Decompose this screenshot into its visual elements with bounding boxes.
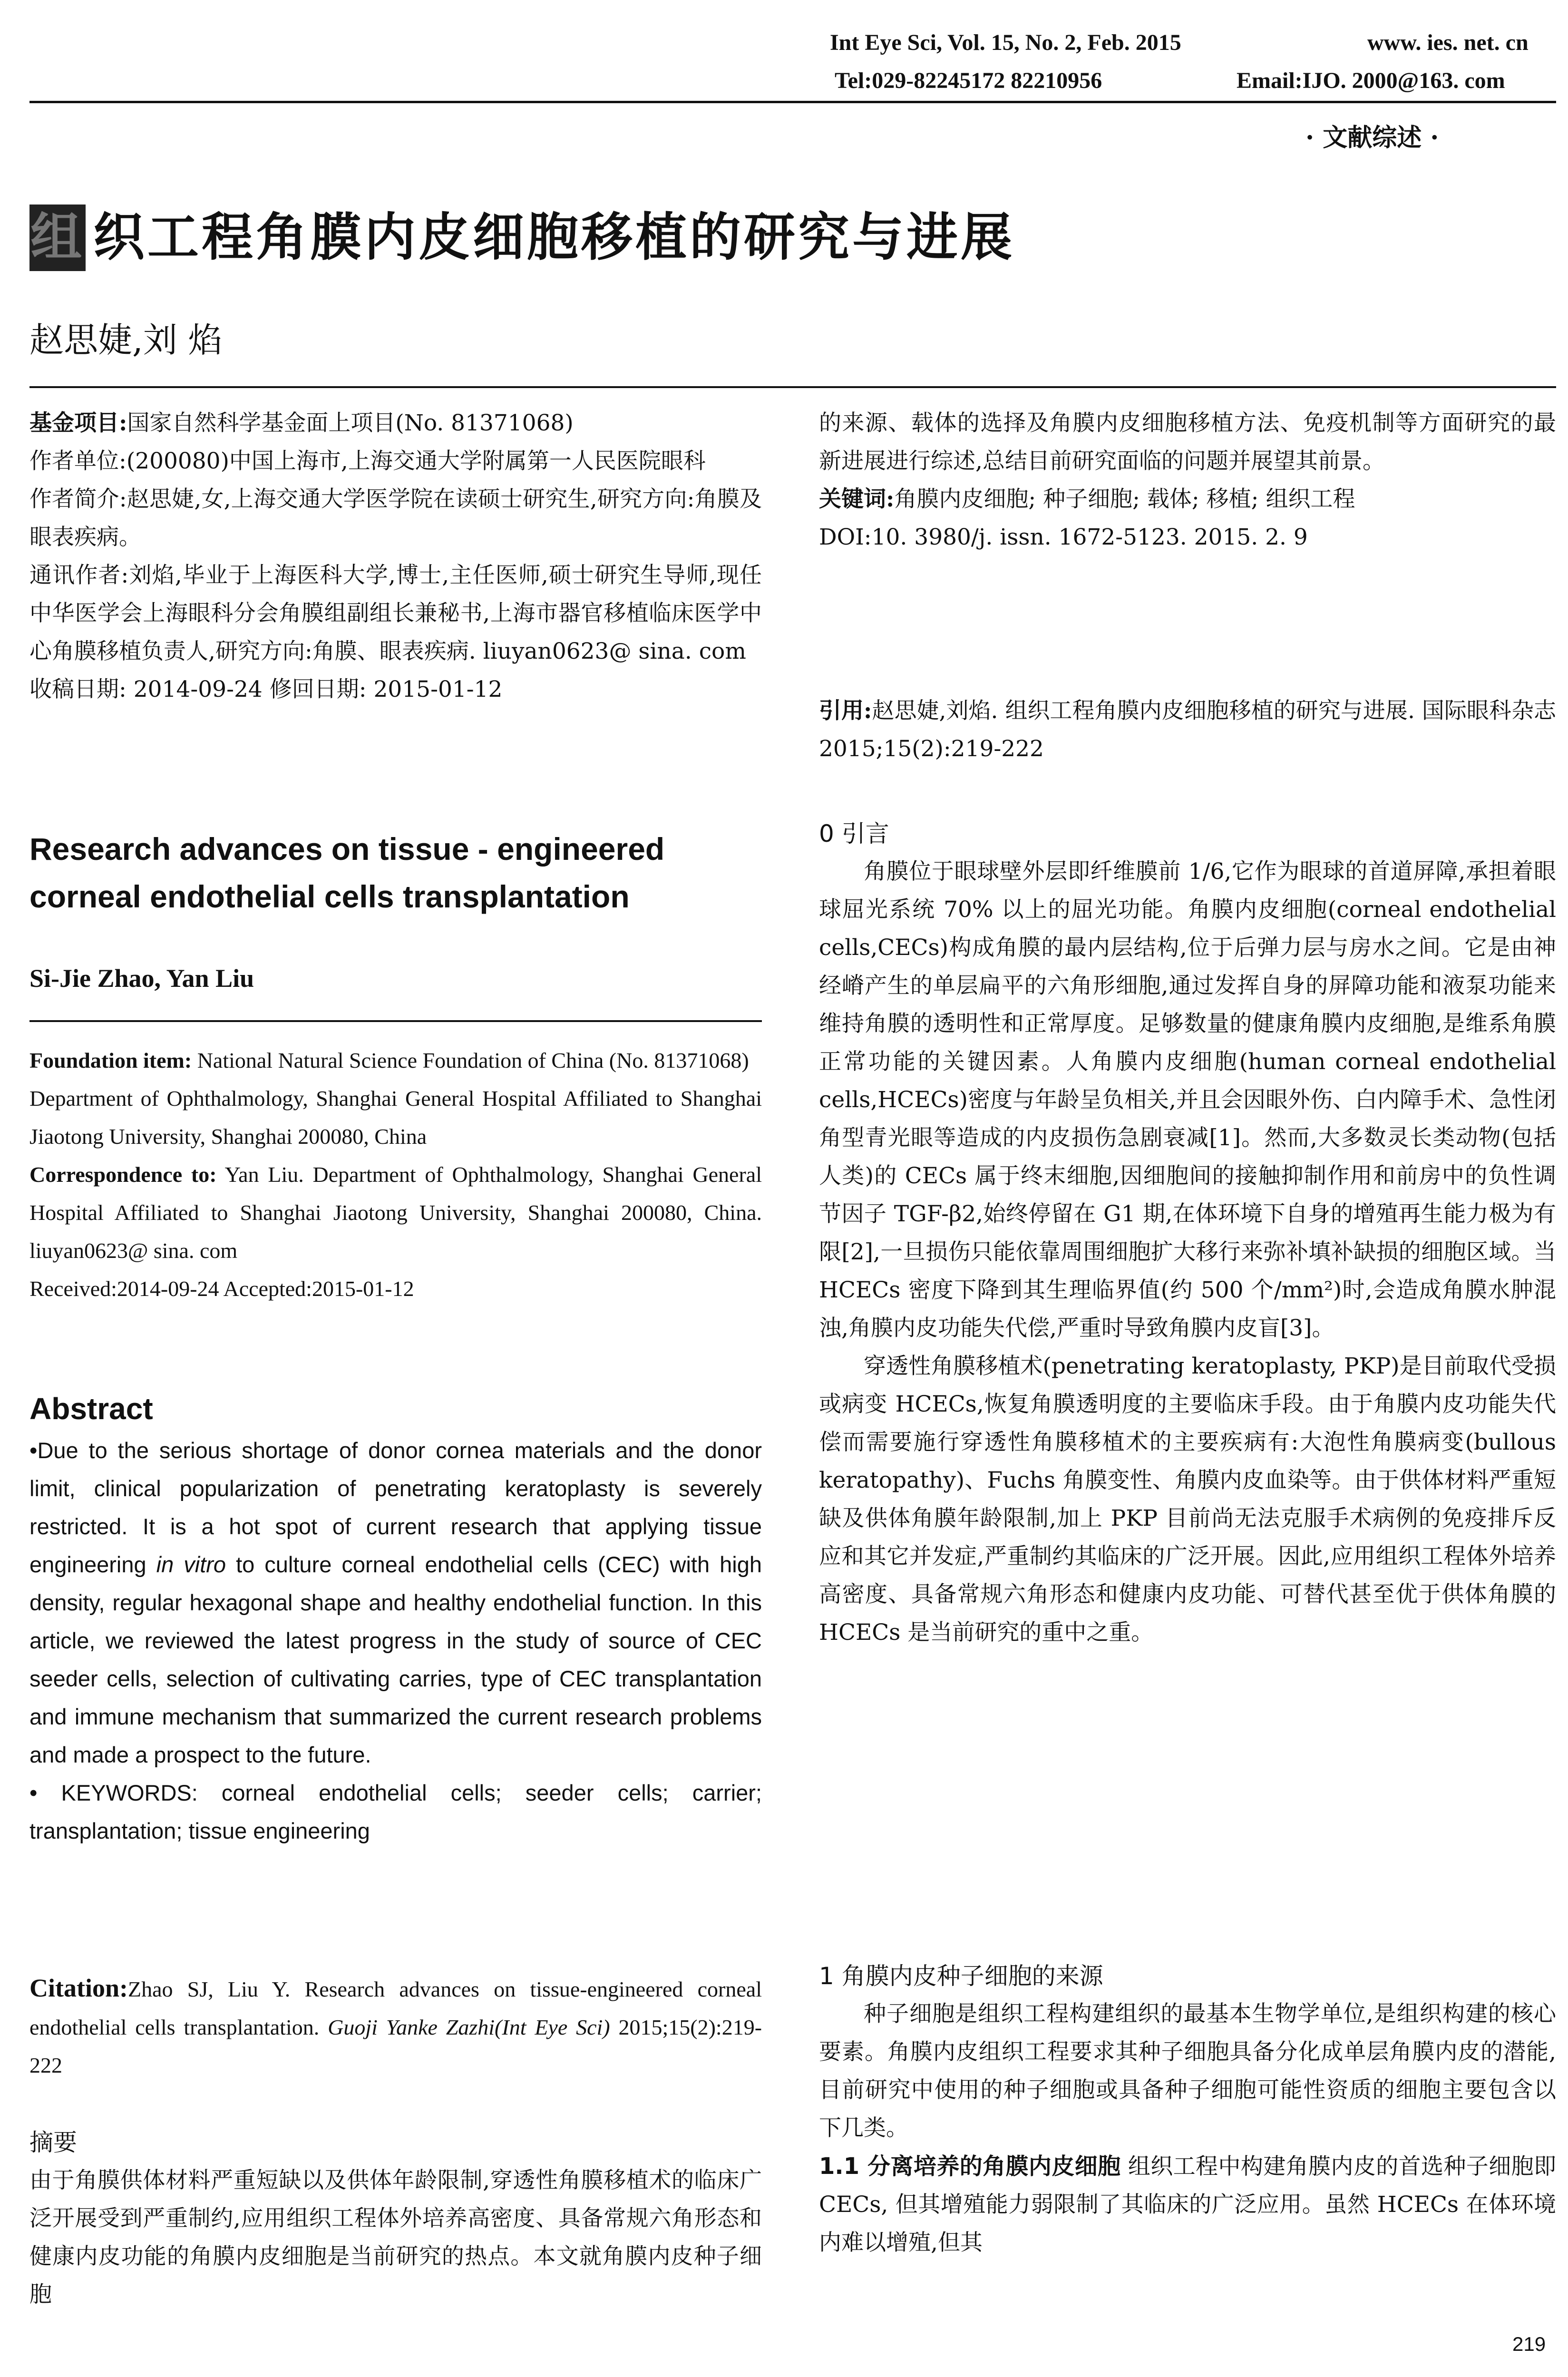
title-rest: 织工程角膜内皮细胞移植的研究与进展 [93, 208, 1015, 267]
abstract-keywords: • KEYWORDS: corneal endothelial cells; seeder cells; carrier; transplantation; tissue engineering [29, 1780, 762, 1843]
correspondence-text: 通讯作者:刘焰,毕业于上海医科大学,博士,主任医师,硕士研究生导师,现任中华医学会上海眼科分会角膜组副组长兼秘书,上海市器官移植临床医学中心角膜移植负责人,研究方向:角膜、眼表疾病. liuyan0623@ sina. com [29, 562, 762, 664]
cn-citation [819, 692, 1556, 768]
header-email: Email:IJO. 2000@163. com [1237, 68, 1505, 93]
subsection-1-1-heading: 1.1 分离培养的角膜内皮细胞 [819, 2153, 1121, 2180]
english-authors: Si-Jie Zhao, Yan Liu [29, 964, 254, 993]
cn-citation-text: 赵思婕,刘焰. 组织工程角膜内皮细胞移植的研究与进展. 国际眼科杂志 2015;15(2):219-222 [819, 698, 1556, 762]
intro-paragraph-1: 角膜位于眼球壁外层即纤维膜前 1/6,它作为眼球的首道屏障,承担着眼球屈光系统 70% 以上的屈光功能。角膜内皮细胞(corneal endothelial cells,CECs)构成角膜的最内层结构,位于后弹力层与房水之间。它是由神经嵴产生的单层扁平的六角形细胞,通过发挥自身的屏障功能和液泵功能来维持角膜的透明性和正常厚度。足够数量的健康角膜内皮细胞,是维系角膜正常功能的关键因素。人角膜内皮细胞(human corneal endothelial cells,HCECs)密度与年龄呈负相关,并且会因眼外伤、白内障手术、急性闭角型青光眼等造成的内皮损伤急剧衰减[1]。然而,大多数灵长类动物(包括人类)的 CECs 属于终末细胞,因细胞间的接触抑制作用和前房中的负性调节因子 TGF-β2,始终停留在 G1 期,在体环境下自身的增殖再生能力极为有限[2],一旦损伤只能依靠周围细胞扩大移行来弥补填补缺损的细胞区域。当 HCECs 密度下降到其生理临界值(约 500 个/mm²)时,会造成角膜水肿混浊,角膜内皮功能失代偿,严重时导致角膜内皮盲[3]。 [819, 858, 1556, 1341]
en-department: Department of Ophthalmology, Shanghai General Hospital Affiliated to Shanghai Jiaotong University, Shanghai 200080, China [29, 1086, 762, 1149]
cn-keywords-label: 关键词: [819, 486, 895, 512]
abstract-body [29, 1432, 762, 1850]
english-meta [29, 1042, 762, 1308]
abstract-text-1: •Due to the serious shortage of donor cornea materials and the donor limit, clinical popularization of penetrating keratoplasty is severely restricted. It is a hot spot of current research that applying tissue engineering [29, 1438, 762, 1577]
en-foundation-label: Foundation item: [29, 1048, 192, 1072]
title-rule [29, 386, 1556, 388]
foundation-text: 国家自然科学基金面上项目(No. 81371068) [127, 410, 574, 436]
title-first-char: 组 [29, 205, 86, 271]
english-title: Research advances on tissue - engineered corneal endothelial cells transplantation [29, 831, 665, 914]
cn-abstract-heading: 摘要 [29, 2129, 77, 2156]
cn-abstract-right [819, 404, 1556, 556]
page-title [29, 205, 1015, 271]
cn-meta-block [29, 404, 762, 709]
authors: 赵思婕,刘 焰 [29, 320, 223, 360]
en-foundation-text: National Natural Science Foundation of China (No. 81371068) [192, 1048, 749, 1072]
section-1-paragraph: 种子细胞是组织工程构建组织的最基本生物学单位,是组织构建的核心要素。角膜内皮组织工程要求其种子细胞具备分化成单层角膜内皮的潜能,目前研究中使用的种子细胞或具备种子细胞可能性资质的细胞主要包含以下几类。 [819, 2001, 1556, 2141]
citation-journal: Guoji Yanke Zazhi(Int Eye Sci) [328, 2015, 610, 2039]
citation-tail: 2015;15(2):219-222 [29, 2015, 762, 2077]
affiliation-text: 作者单位:(200080)中国上海市,上海交通大学附属第一人民医院眼科 [29, 448, 706, 474]
cn-citation-label: 引用: [819, 698, 872, 724]
en-corr-text: Yan Liu. Department of Ophthalmology, Shanghai General Hospital Affiliated to Shanghai Jiaotong University, Shanghai 200080, China. liuyan0623@ sina. com [29, 1162, 762, 1263]
citation-label: Citation: [29, 1974, 128, 2002]
cn-abstract-left: 由于角膜供体材料严重短缺以及供体年龄限制,穿透性角膜移植术的临床广泛开展受到严重制约,应用组织工程体外培养高密度、具备常规六角形态和健康内皮功能的角膜内皮细胞是当前研究的热点。本文就角膜内皮种子细胞 [29, 2167, 762, 2308]
cn-doi: DOI:10. 3980/j. issn. 1672-5123. 2015. 2. 9 [819, 524, 1308, 550]
header-website: www. ies. net. cn [1367, 30, 1529, 55]
header-journal: Int Eye Sci, Vol. 15, No. 2, Feb. 2015 [830, 30, 1181, 55]
page-number: 219 [1512, 2333, 1546, 2355]
subsection-1-1-text: 组织工程中构建角膜内皮的首选种子细胞即 CECs, 但其增殖能力弱限制了其临床的广泛应用。虽然 HCECs 在体环境内难以增殖,但其 [819, 2153, 1556, 2256]
abstract-italic: in vitro [156, 1552, 226, 1577]
abstract-heading: Abstract [29, 1392, 153, 1426]
section-tag: · 文献综述 · [1305, 123, 1439, 152]
bio-text: 作者简介:赵思婕,女,上海交通大学医学院在读硕士研究生,研究方向:角膜及眼表疾病。 [29, 486, 762, 550]
header-tel: Tel:029-82245172 82210956 [835, 68, 1102, 93]
intro-heading: 0 引言 [819, 820, 889, 848]
foundation-label: 基金项目: [29, 410, 127, 436]
cn-keywords-text: 角膜内皮细胞; 种子细胞; 载体; 移植; 组织工程 [894, 486, 1355, 512]
intro-body [819, 853, 1556, 1652]
en-author-rule [29, 1020, 762, 1022]
en-corr-label: Correspondence to: [29, 1162, 217, 1187]
section-1-body [819, 1995, 1556, 2262]
intro-paragraph-2: 穿透性角膜移植术(penetrating keratoplasty, PKP)是目前取代受损或病变 HCECs,恢复角膜透明度的主要临床手段。由于角膜内皮功能失代偿而需要施行穿透性角膜移植术的主要疾病有:大泡性角膜病变(bullous keratopathy)、Fuchs 角膜变性、角膜内皮血染等。由于供体材料严重短缺及供体角膜年龄限制,加上 PKP 目前尚无法克服手术病例的免疫排斥反应和其它并发症,严重制约其临床的广泛开展。因此,应用组织工程体外培养高密度、具备常规六角形态和健康内皮功能、可替代甚至优于供体角膜的 HCECs 是当前研究的重中之重。 [819, 1353, 1556, 1646]
header-rule [29, 101, 1556, 103]
en-dates: Received:2014-09-24 Accepted:2015-01-12 [29, 1276, 414, 1301]
english-citation [29, 1969, 762, 2085]
abstract-text-2: to culture corneal endothelial cells (CEC) with high density, regular hexagonal shape and healthy endothelial function. In this article, we reviewed the latest progress in the study of source of CEC seeder cells, selection of cultivating carries, type of CEC transplantation and immune mechanism that summarized the current research problems and made a prospect to the future. [29, 1552, 762, 1767]
received-text: 收稿日期: 2014-09-24 修回日期: 2015-01-12 [29, 676, 503, 702]
section-1-heading: 1 角膜内皮种子细胞的来源 [819, 1962, 1103, 1990]
cn-abstract-right-text: 的来源、载体的选择及角膜内皮细胞移植方法、免疫机制等方面研究的最新进展进行综述,总结目前研究面临的问题并展望其前景。 [819, 410, 1556, 474]
citation-text: Zhao SJ, Liu Y. Research advances on tissue-engineered corneal endothelial cells transplantation. [29, 1977, 762, 2039]
